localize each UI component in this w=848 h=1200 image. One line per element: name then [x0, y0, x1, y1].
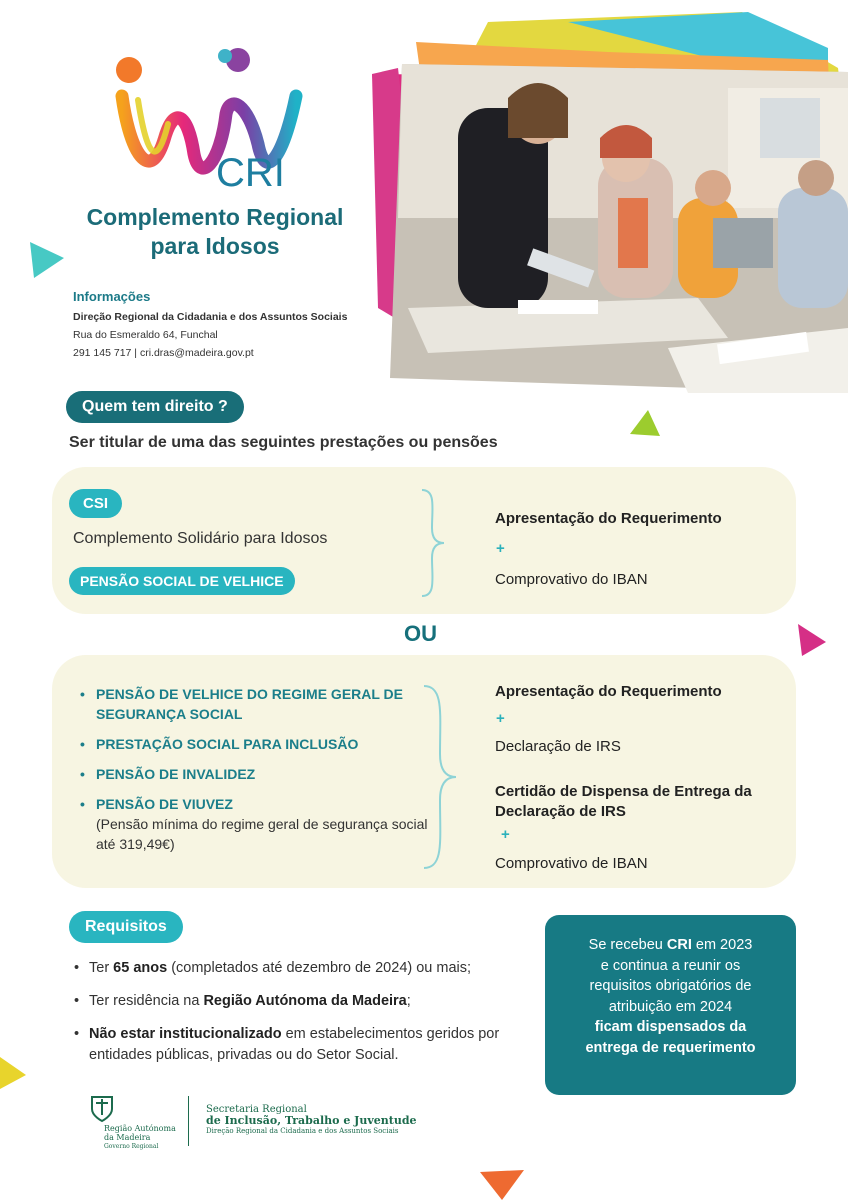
- who-subtitle: Ser titular de uma das seguintes prestações ou pensões: [69, 434, 498, 451]
- decor-triangle-magenta: [796, 622, 830, 658]
- csi-description: Complemento Solidário para Idosos: [73, 530, 328, 547]
- footer-secretaria: Secretaria Regional de Inclusão, Trabalho e Juventude Direção Regional da Cidadania e dos Assuntos Sociais: [206, 1104, 417, 1135]
- decor-triangle-orange: [478, 1168, 528, 1200]
- list-item: • PENSÃO DE INVALIDEZ: [78, 764, 428, 784]
- hero-photo: [368, 8, 848, 393]
- logo-text: CRI: [216, 151, 285, 192]
- card1-plus: +: [496, 540, 505, 557]
- info-address: Rua do Esmeraldo 64, Funchal: [73, 329, 218, 341]
- list-item: • Ter residência na Região Autónoma da Madeira;: [74, 991, 544, 1012]
- title-line-1: Complemento Regional: [86, 204, 344, 230]
- card2-right-line1: Apresentação do Requerimento: [495, 683, 722, 700]
- psv-pill: PENSÃO SOCIAL DE VELHICE: [69, 567, 295, 595]
- card2-plus1: +: [496, 710, 505, 727]
- info-block: [73, 289, 393, 362]
- list-item: • PENSÃO DE VELHICE DO REGIME GERAL DE SEGURANÇA SOCIAL: [78, 684, 428, 724]
- madeira-shield-icon: [88, 1095, 118, 1123]
- card2-right-line2: Declaração de IRS: [495, 738, 621, 755]
- decor-triangle-yellow: [0, 1055, 30, 1091]
- list-item: • PENSÃO DE VIUVEZ: [78, 794, 428, 814]
- list-item: • PRESTAÇÃO SOCIAL PARA INCLUSÃO: [78, 734, 428, 754]
- brace-icon: [420, 684, 460, 870]
- info-org: Direção Regional da Cidadania e dos Assuntos Sociais: [73, 311, 348, 323]
- cri-logo: [108, 44, 308, 192]
- who-pill: Quem tem direito ?: [66, 391, 244, 423]
- card1-right-line1: Apresentação do Requerimento: [495, 510, 722, 527]
- requisitos-list: [74, 958, 544, 1078]
- pension-note: (Pensão mínima do regime geral de segurança social até 319,49€): [96, 816, 428, 852]
- list-item: • Ter 65 anos (completados até dezembro de 2024) ou mais;: [74, 958, 544, 979]
- decor-triangle-green: [628, 408, 662, 440]
- list-item: • Não estar institucionalizado em estabelecimentos geridos por entidades públicas, privadas ou do Setor Social.: [74, 1024, 544, 1066]
- info-contact: 291 145 717 | cri.dras@madeira.gov.pt: [73, 347, 254, 359]
- card2-plus2: +: [501, 826, 510, 843]
- pension-list: [78, 684, 428, 854]
- ou-divider: OU: [404, 621, 437, 646]
- card2-right-line4: Comprovativo de IBAN: [495, 855, 648, 872]
- page-title: [40, 203, 390, 261]
- brace-icon: [418, 488, 448, 598]
- footer-divider: [188, 1096, 189, 1146]
- csi-pill: CSI: [69, 489, 122, 518]
- info-heading: Informações: [73, 289, 151, 304]
- card1-right-line2: Comprovativo do IBAN: [495, 571, 648, 588]
- card2-right-line3: Certidão de Dispensa de Entrega da Declaração de IRS: [495, 783, 752, 820]
- requisitos-pill: Requisitos: [69, 911, 183, 943]
- notice-box: Se recebeu CRI em 2023 e continua a reunir os requisitos obrigatórios de atribuição em 2024 ficam dispensados da entrega de requerimento: [545, 915, 796, 1095]
- footer-madeira-logo: Região Autónoma da Madeira Governo Regional: [88, 1095, 176, 1151]
- title-line-2: para Idosos: [150, 233, 280, 259]
